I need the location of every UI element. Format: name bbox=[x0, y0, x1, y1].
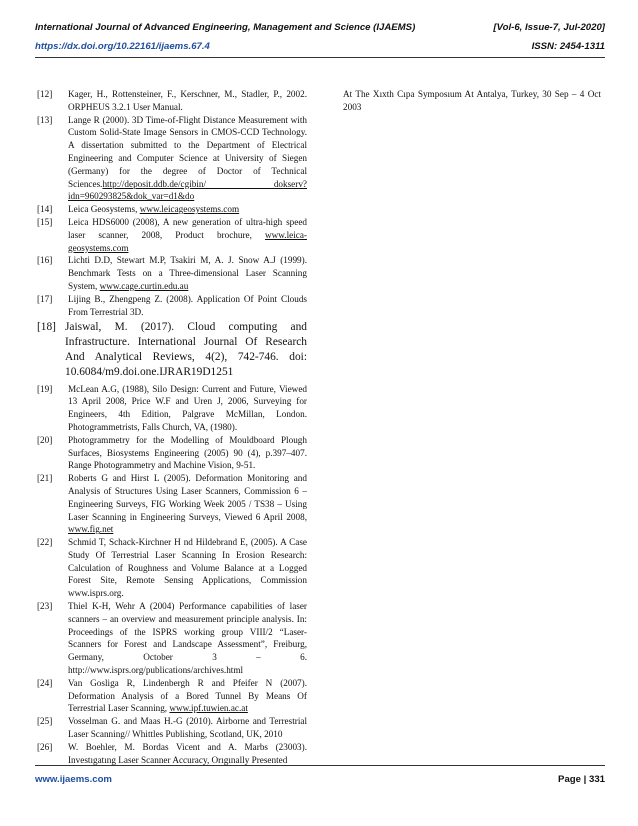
reference-text bbox=[68, 114, 307, 204]
reference-item bbox=[37, 600, 307, 677]
reference-item bbox=[37, 293, 307, 319]
reference-number: [16] bbox=[37, 255, 53, 266]
references-right-column bbox=[343, 88, 601, 114]
reference-number: [17] bbox=[37, 293, 53, 304]
reference-number: [19] bbox=[37, 383, 53, 394]
reference-item bbox=[37, 114, 307, 204]
reference-text bbox=[65, 320, 307, 379]
doi-header bbox=[35, 41, 605, 52]
reference-number: [23] bbox=[37, 601, 53, 612]
reference-number: [25] bbox=[37, 716, 53, 727]
reference-body: McLean A.G, (1988), Silo Design: Current and Future, Viewed 13 April 2008, Price W.F and Uren J, 2006, Surveying for Engineers, 4th Edition, Palgrave McMillan, London. Photogrammetrists, Falls Church, VA, (1980). bbox=[68, 383, 307, 432]
reference-number: [15] bbox=[37, 216, 53, 227]
reference-text bbox=[68, 88, 307, 114]
reference-item bbox=[37, 677, 307, 715]
reference-text bbox=[68, 600, 307, 677]
references-left-column bbox=[37, 88, 307, 766]
reference-link[interactable]: www.fig.net bbox=[68, 524, 114, 535]
reference-text bbox=[68, 434, 307, 472]
reference-text bbox=[68, 254, 307, 292]
reference-item bbox=[37, 88, 307, 114]
page-number: Page | 331 bbox=[558, 774, 605, 785]
reference-item bbox=[37, 320, 307, 379]
reference-text bbox=[68, 203, 307, 216]
reference-body: Lichti D.D, Stewart M.P, Tsakiri M, A. J. Snow A.J (1999). Benchmark Tests on a Three-dimensional Laser Scanning System, bbox=[68, 255, 307, 291]
reference-number: [14] bbox=[37, 204, 53, 215]
reference-body: Roberts G and Hirst L (2005). Deformation Monitoring and Analysis of Structures Using Laser Scanners, Commission 6 – Engineering Surveys, FIG Working Week 2005 / TS38 – Using Laser Scanning in Engineering Surveys, Viewed 6 April 2008, bbox=[68, 473, 307, 522]
reference-body: Van Gosliga R, Lindenbergh R and Pfeifer N (2007). Deformation Analysis of a Bored Tunnel By Means Of Terrestrial Laser Scanning, bbox=[68, 677, 307, 714]
reference-number: [26] bbox=[37, 741, 53, 752]
reference-text bbox=[68, 715, 307, 741]
header-rule bbox=[35, 57, 605, 58]
issn: ISSN: 2454-1311 bbox=[531, 41, 605, 52]
reference-link[interactable]: www.leica-geosystems.com bbox=[68, 229, 307, 253]
reference-item bbox=[37, 741, 307, 767]
reference-continuation bbox=[343, 88, 601, 114]
reference-item bbox=[37, 254, 307, 292]
reference-item bbox=[37, 203, 307, 216]
page-footer bbox=[35, 774, 605, 785]
reference-item bbox=[37, 434, 307, 472]
footer-rule bbox=[35, 765, 605, 766]
reference-body: Schmid T, Schack-Kirchner H nd Hildebrand E, (2005). A Case Study Of Terrestrial Laser Scanning In Erosion Research: Calculation of Roughness and Volume Balance at a Logged Forest Site, Remote Sensing Applications, Commission www.isprs.org. bbox=[68, 537, 307, 599]
reference-body: Photogrammetry for the Modelling of Mouldboard Plough Surfaces, Biosystems Engineering (2005) 90 (4), p.397–407. Range Photogrammetry and Machine Vision, 9-51. bbox=[68, 434, 307, 471]
reference-item bbox=[37, 472, 307, 536]
reference-link[interactable]: http://deposit.ddb.de/cgibin/ dokserv?idn=960293825&dok_var=d1&do bbox=[68, 178, 307, 202]
reference-text bbox=[68, 472, 307, 536]
reference-text bbox=[68, 741, 307, 767]
reference-body: Leica Geosystems, bbox=[68, 204, 140, 215]
reference-body: Jaiswal, M. (2017). Cloud computing and Infrastructure. International Journal Of Research And Analytical Reviews, 4(2), 742-746. doi: 10.6084/m9.doi.one.IJRAR19D1251 bbox=[65, 321, 307, 378]
journal-title: International Journal of Advanced Engineering, Management and Science (IJAEMS) bbox=[35, 22, 416, 33]
reference-number: [18] bbox=[37, 321, 56, 334]
reference-number: [20] bbox=[37, 434, 53, 445]
reference-body: W. Boehler, M. Bordas Vicent and A. Marbs (23003). Investıgatıng Laser Scanner Accuracy, Orıgınally Presented bbox=[68, 741, 307, 765]
reference-text bbox=[68, 216, 307, 254]
reference-body: Leica HDS6000 (2008), A new generation of ultra-high speed laser scanner, 2008, Product brochure, bbox=[68, 216, 307, 240]
reference-body: Lijing B., Zhengpeng Z. (2008). Application Of Point Clouds From Terrestrial 3D. bbox=[68, 293, 307, 317]
reference-item bbox=[37, 383, 307, 434]
reference-item bbox=[37, 715, 307, 741]
reference-item bbox=[37, 536, 307, 600]
journal-header bbox=[35, 22, 605, 33]
reference-text bbox=[68, 677, 307, 715]
reference-number: [13] bbox=[37, 114, 53, 125]
reference-number: [24] bbox=[37, 677, 53, 688]
reference-text bbox=[68, 293, 307, 319]
reference-body: Lange R (2000). 3D Time-of-Flight Distance Measurement with Custom Solid-State Image Sensors in CMOS-CCD Technology. A dissertation submitted to the Department of Electrical Engineering and Computer Science at University of Siegen (Germany) for the degree of Doctor of Technical Sciences. bbox=[68, 114, 307, 189]
reference-link[interactable]: www.leicageosystems.com bbox=[139, 204, 240, 215]
reference-link[interactable]: www.ipf.tuwien.ac.at bbox=[169, 703, 248, 714]
volume-issue: [Vol-6, Issue-7, Jul-2020] bbox=[493, 22, 605, 33]
reference-continuation-text: At The Xıxth Cıpa Symposıum At Antalya, Turkey, 30 Sep – 4 Oct 2003 bbox=[343, 89, 601, 112]
reference-text bbox=[68, 536, 307, 600]
reference-number: [21] bbox=[37, 473, 53, 484]
reference-number: [12] bbox=[37, 89, 53, 99]
reference-link[interactable]: www.cage.curtin.edu.au bbox=[99, 280, 189, 291]
reference-item bbox=[37, 216, 307, 254]
doi-link[interactable]: https://dx.doi.org/10.22161/ijaems.67.4 bbox=[35, 41, 210, 52]
reference-number: [22] bbox=[37, 537, 53, 548]
reference-body: Vosselman G. and Maas H.-G (2010). Airborne and Terrestrial Laser Scanning// Whittles Publishing, Scotland, UK, 2010 bbox=[68, 716, 307, 740]
website-link[interactable]: www.ijaems.com bbox=[35, 774, 112, 785]
reference-body: Kager, H., Rottensteiner, F., Kerschner, M., Stadler, P., 2002. ORPHEUS 3.2.1 User Manual. bbox=[68, 89, 307, 112]
reference-body: Thiel K-H, Wehr A (2004) Performance capabilities of laser scanners – an overview and measurement principle analysis. In: Proceedings of the ISPRS working group VIII/2 “Laser-Scanners for Forest and Landscape Assessment”, Freiburg, Germany, October 3 – 6. http://www.isprs.org/publications/archives.html bbox=[68, 601, 307, 676]
reference-text bbox=[68, 383, 307, 434]
